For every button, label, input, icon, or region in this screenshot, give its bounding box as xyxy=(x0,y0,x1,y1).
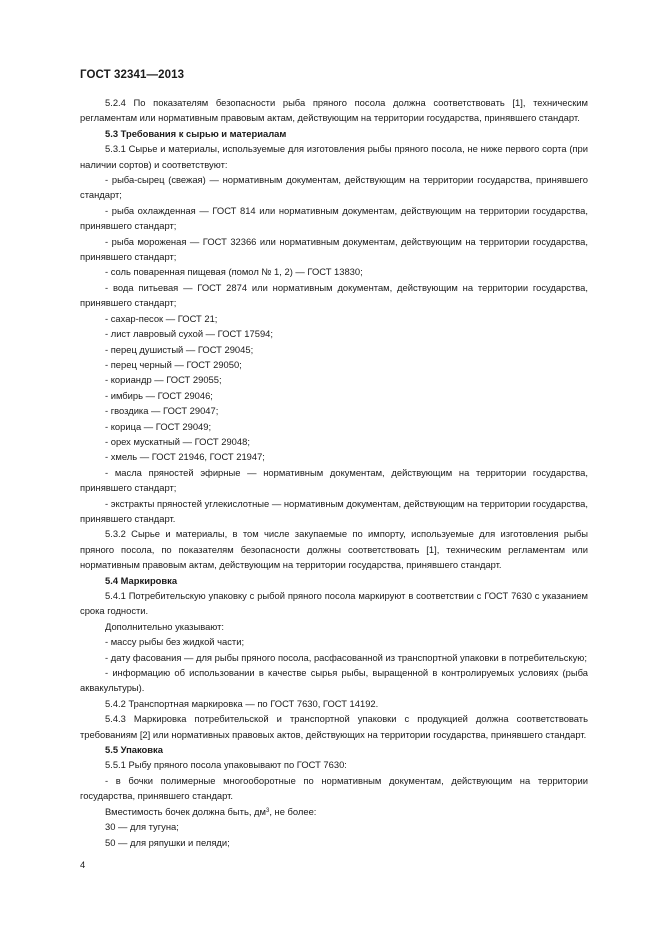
list-item: 30 — для тугуна; xyxy=(105,821,179,833)
capacity-tail: , не более: xyxy=(269,805,317,817)
list-item: - рыба охлажденная — ГОСТ 814 или нормативным документам, действующим на территории государства, принявшего стандарт; xyxy=(80,204,588,232)
list-item: - перец черный — ГОСТ 29050; xyxy=(105,358,242,370)
list-item: - орех мускатный — ГОСТ 29048; xyxy=(105,435,250,447)
list-item: - сахар-песок — ГОСТ 21; xyxy=(105,312,218,324)
list-item: - рыба-сырец (свежая) — нормативным документам, действующим на территории государства, принявшего стандарт; xyxy=(80,174,588,201)
list-item: - вода питьевая — ГОСТ 2874 или нормативным документам, действующим на территории государства, принявшего стандарт; xyxy=(80,281,588,309)
list-item: - дату фасования — для рыбы пряного посола, расфасованной из транспортной упаковки в потребительскую; xyxy=(105,651,587,663)
list-item: - имбирь — ГОСТ 29046; xyxy=(105,389,213,401)
clause-5-5-1: 5.5.1 Рыбу пряного посола упаковывают по ГОСТ 7630: xyxy=(105,759,347,771)
section-heading-5-5: 5.5 Упаковка xyxy=(105,744,163,756)
clause-5-2-4: 5.2.4 По показателям безопасности рыба пряного посола должна соответствовать [1], техническим регламентам или нормативным правовым актам, действующим на территории государства, принявшего стандарт. xyxy=(80,97,588,124)
clause-5-4-1: 5.4.1 Потребительскую упаковку с рыбой пряного посола маркируют в соответствии с ГОСТ 7630 с указанием срока годности. xyxy=(80,590,588,617)
list-item: - экстракты пряностей углекислотные — нормативным документам, действующим на территории государства, принявшего стандарт. xyxy=(80,497,588,524)
capacity-text: Вместимость бочек должна быть, дм xyxy=(105,805,266,817)
list-item: - рыба мороженая — ГОСТ 32366 или нормативным документам, действующим на территории государства, принявшего стандарт; xyxy=(80,235,588,263)
list-item: - соль поваренная пищевая (помол № 1, 2) — ГОСТ 13830; xyxy=(105,266,363,278)
clause-5-4-3: 5.4.3 Маркировка потребительской и транспортной упаковки с продукцией должна соответствовать требованиям [2] или нормативных правовых актов, действующих на территории государства, принявшего стандарт. xyxy=(80,713,588,740)
document-body xyxy=(80,95,588,850)
clause-5-3-2: 5.3.2 Сырье и материалы, в том числе закупаемые по импорту, используемые для изготовления рыбы пряного посола, по показателям безопасности должны соответствовать [1], техническим регламентам или нормативным правовым актам, действующим на территории государства, принявшего стандарт. xyxy=(80,528,588,571)
list-item: - информацию об использовании в качестве сырья рыбы, выращенной в контролируемых условиях (рыба аквакультуры). xyxy=(80,667,588,694)
clause-5-3-1: 5.3.1 Сырье и материалы, используемые для изготовления рыбы пряного посола, не ниже первого сорта (при наличии сортов) и соответствуют: xyxy=(80,143,588,170)
page-number: 4 xyxy=(80,859,86,870)
capacity-unit-superscript: 3 xyxy=(265,807,270,814)
clause-5-4-1-additional: Дополнительно указывают: xyxy=(105,620,225,632)
clause-5-4-2: 5.4.2 Транспортная маркировка — по ГОСТ 7630, ГОСТ 14192. xyxy=(105,697,379,709)
list-item: - масла пряностей эфирные — нормативным документам, действующим на территории государства, принявшего стандарт; xyxy=(80,466,588,494)
list-item: - гвоздика — ГОСТ 29047; xyxy=(105,405,219,417)
list-item: - кориандр — ГОСТ 29055; xyxy=(105,374,222,386)
section-heading-5-4: 5.4 Маркировка xyxy=(105,574,178,586)
list-item: - лист лавровый сухой — ГОСТ 17594; xyxy=(105,328,273,340)
document-header: ГОСТ 32341—2013 xyxy=(80,69,185,81)
section-heading-5-3: 5.3 Требования к сырью и материалам xyxy=(105,127,287,139)
capacity-line xyxy=(80,804,588,819)
list-item: - хмель — ГОСТ 21946, ГОСТ 21947; xyxy=(105,451,265,463)
list-item: - перец душистый — ГОСТ 29045; xyxy=(105,343,254,355)
list-item: 50 — для ряпушки и пеляди; xyxy=(105,836,230,848)
list-item: - в бочки полимерные многооборотные по нормативным документам, действующим на территории государства, принявшего стандарт. xyxy=(80,774,588,802)
list-item: - корица — ГОСТ 29049; xyxy=(105,420,212,432)
list-item: - массу рыбы без жидкой части; xyxy=(105,636,245,648)
